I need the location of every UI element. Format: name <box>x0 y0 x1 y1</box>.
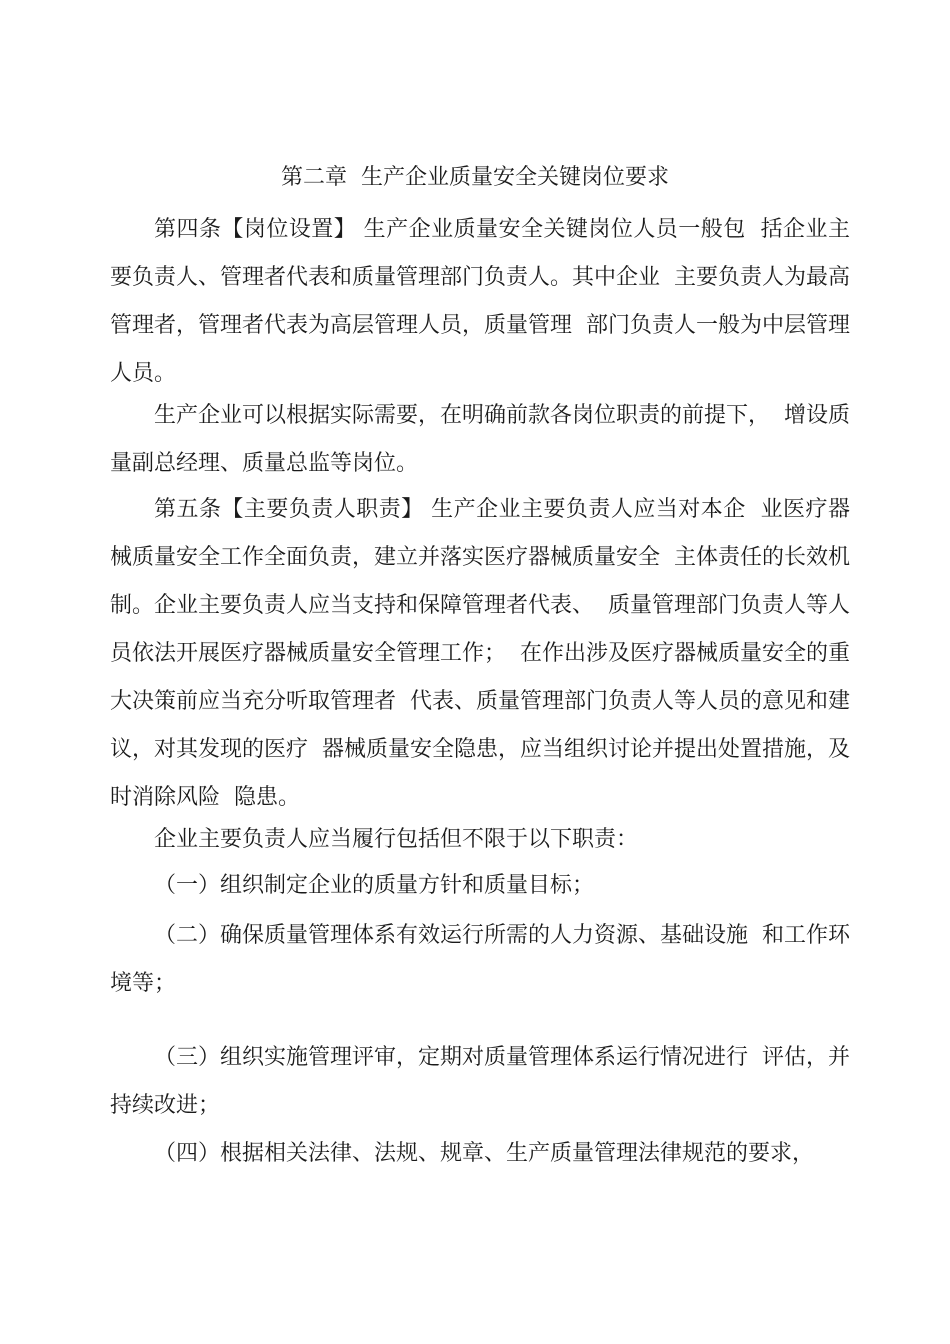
paragraph-duties-intro: 企业主要负责人应当履行包括但不限于以下职责： <box>154 827 639 852</box>
list-item-duty-4: （四）根据相关法律、法规、规章、生产质量管理法律规范的要求， <box>154 1141 815 1166</box>
list-item-duty-1: （一）组织制定企业的质量方针和质量目标； <box>154 873 595 898</box>
chapter-title: 第二章 生产企业质量安全关键岗位要求 <box>281 165 669 190</box>
list-item-duty-3: （三）组织实施管理评审，定期对质量管理体系运行情况进行 评估，并持续改进； <box>110 1045 850 1118</box>
paragraph-article-4: 第四条【岗位设置】 生产企业质量安全关键岗位人员一般包 括企业主要负责人、管理者代表和质量管理部门负责人。其中企业 主要负责人为最高管理者，管理者代表为高层管理人员，质量管理 部门负责人一般为中层管理人员。 <box>110 217 850 386</box>
list-item-duty-2: （二）确保质量管理体系有效运行所需的人力资源、基础设施 和工作环境等； <box>110 923 850 996</box>
paragraph-additional-positions: 生产企业可以根据实际需要，在明确前款各岗位职责的前提下， 增设质量副总经理、质量总监等岗位。 <box>110 403 850 476</box>
paragraph-article-5: 第五条【主要负责人职责】 生产企业主要负责人应当对本企 业医疗器械质量安全工作全面负责，建立并落实医疗器械质量安全 主体责任的长效机制。企业主要负责人应当支持和保障管理者代表、 质量管理部门负责人等人员依法开展医疗器械质量安全管理工作； 在作出涉及医疗器械质量安全的重大决策前应当充分听取管理者 代表、质量管理部门负责人等人员的意见和建议，对其发现的医疗 器械质量安全隐患，应当组织讨论并提出处置措施，及时消除风险 隐患。 <box>110 497 850 810</box>
